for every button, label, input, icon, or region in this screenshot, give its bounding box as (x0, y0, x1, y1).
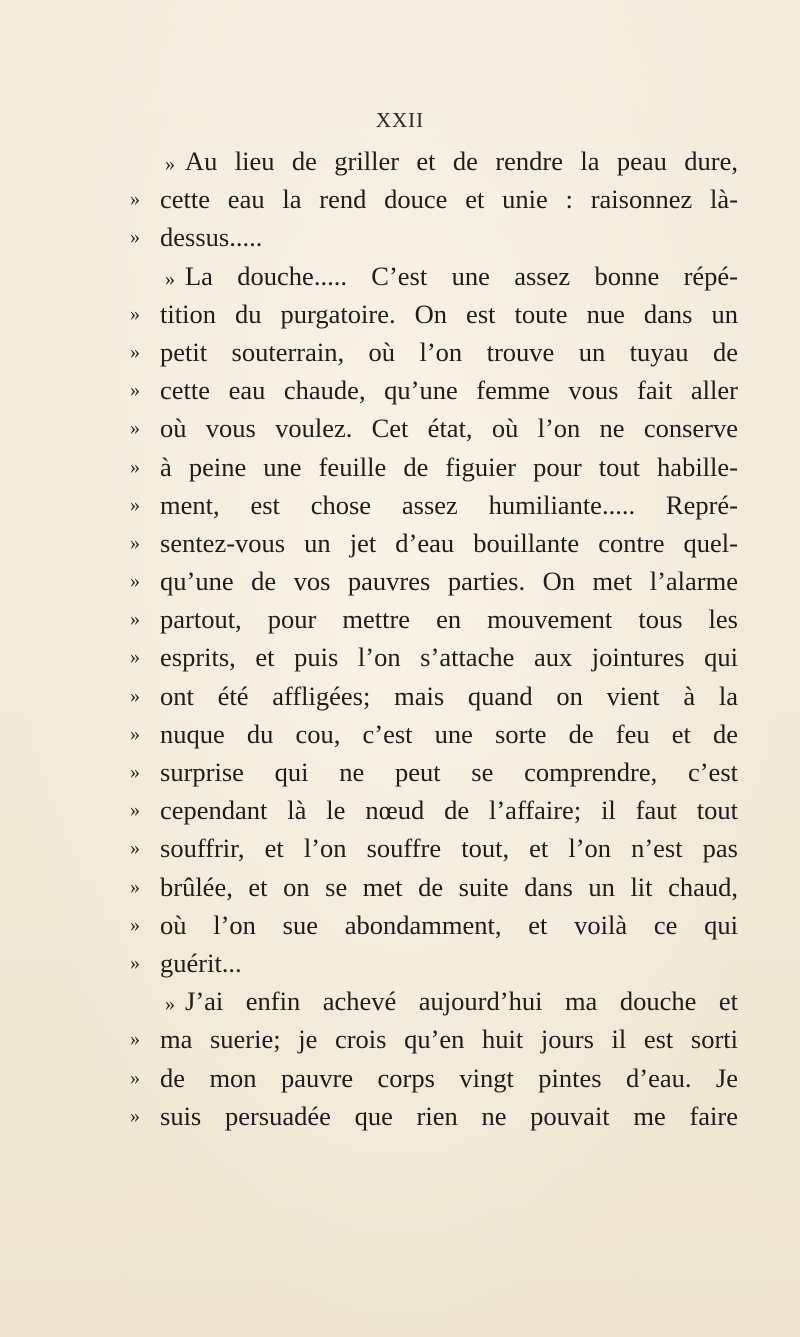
quotation-marker: » (130, 1104, 140, 1127)
text-line (0, 371, 800, 409)
text-line (0, 180, 800, 218)
quotation-marker: » (130, 646, 140, 669)
quotation-marker: » (130, 951, 140, 974)
line-content (165, 257, 738, 298)
line-content (160, 868, 738, 906)
text-line (0, 257, 800, 295)
text-line (0, 1059, 800, 1097)
line-text: J’ai enfin achevé aujourd’hui ma douche et (185, 986, 738, 1017)
text-line (0, 868, 800, 906)
quotation-marker: » (130, 188, 140, 211)
line-content (160, 944, 738, 982)
text-line (0, 677, 800, 715)
line-content (160, 562, 738, 600)
line-content (160, 218, 738, 256)
line-text: où vous voulez. Cet état, où l’on ne conserve (160, 413, 738, 444)
line-text: qu’une de vos pauvres parties. On met l’alarme (160, 566, 738, 597)
line-content (160, 715, 738, 753)
quotation-marker: » (130, 684, 140, 707)
line-text: nuque du cou, c’est une sorte de feu et de (160, 718, 738, 749)
line-text: cette eau chaude, qu’une femme vous fait aller (160, 375, 738, 406)
text-line (0, 1020, 800, 1058)
text-line (0, 791, 800, 829)
quotation-marker: » (130, 913, 140, 936)
quotation-marker: » (130, 570, 140, 593)
body-text (0, 142, 800, 1135)
line-text: tition du purgatoire. On est toute nue dans un (160, 298, 738, 329)
text-line (0, 562, 800, 600)
line-text: de mon pauvre corps vingt pintes d’eau. Je (160, 1062, 738, 1093)
line-content (160, 1097, 738, 1135)
quotation-marker: » (130, 340, 140, 363)
quotation-marker: » (130, 1066, 140, 1089)
line-content (160, 1059, 738, 1097)
quotation-marker: » (130, 875, 140, 898)
line-text: cette eau la rend douce et unie : raisonnez là- (160, 184, 738, 215)
line-text: brûlée, et on se met de suite dans un lit chaud, (160, 871, 738, 902)
quotation-marker: » (130, 379, 140, 402)
text-line (0, 753, 800, 791)
text-line (0, 295, 800, 333)
line-text: souffrir, et l’on souffre tout, et l’on n’est pas (160, 833, 738, 864)
line-text: où l’on sue abondamment, et voilà ce qui (160, 909, 738, 940)
line-content (160, 295, 738, 333)
opening-quotation-marker: » (165, 267, 175, 290)
text-line (0, 218, 800, 256)
text-line (0, 906, 800, 944)
text-line (0, 142, 800, 180)
opening-quotation-marker: » (165, 153, 175, 175)
line-content (160, 448, 738, 486)
line-content (160, 524, 738, 562)
line-content (160, 677, 738, 715)
line-text: Au lieu de griller et de rendre la peau dure, (185, 146, 738, 176)
line-text: sentez-vous un jet d’eau bouillante contre quel- (160, 527, 738, 558)
line-content (160, 753, 738, 791)
text-line (0, 486, 800, 524)
text-line (0, 409, 800, 447)
text-line (0, 829, 800, 867)
quotation-marker: » (130, 761, 140, 783)
line-text: dessus..... (160, 222, 263, 253)
line-content (160, 638, 738, 676)
line-content (160, 791, 738, 829)
line-content (160, 1020, 738, 1058)
text-line (0, 982, 800, 1020)
quotation-marker: » (130, 302, 140, 325)
text-line (0, 1097, 800, 1135)
quotation-marker: » (130, 722, 140, 745)
line-content (160, 409, 738, 447)
line-content (160, 333, 738, 371)
line-content (165, 142, 738, 183)
line-text: esprits, et puis l’on s’attache aux jointures qui (160, 642, 738, 673)
quotation-marker: » (130, 799, 140, 822)
text-line (0, 715, 800, 753)
text-line (0, 333, 800, 371)
text-line (0, 448, 800, 486)
line-text: La douche..... C’est une assez bonne répé- (185, 260, 738, 291)
line-text: suis persuadée que rien ne pouvait me faire (160, 1100, 738, 1131)
quotation-marker: » (130, 417, 140, 440)
line-content (160, 371, 738, 409)
quotation-marker: » (130, 493, 140, 516)
line-text: ma suerie; je crois qu’en huit jours il est sorti (160, 1024, 738, 1055)
line-content (160, 486, 738, 524)
text-line (0, 524, 800, 562)
line-text: cependant là le nœud de l’affaire; il faut tout (160, 795, 738, 826)
quotation-marker: » (130, 226, 140, 249)
text-line (0, 944, 800, 982)
line-text: à peine une feuille de figuier pour tout habille- (160, 451, 738, 482)
line-text: partout, pour mettre en mouvement tous les (160, 604, 738, 635)
line-content (160, 180, 738, 218)
line-content (165, 982, 738, 1023)
line-content (160, 829, 738, 867)
line-text: surprise qui ne peut se comprendre, c’est (160, 757, 738, 787)
text-line (0, 600, 800, 638)
line-text: ment, est chose assez humiliante..... Repré- (160, 489, 738, 520)
quotation-marker: » (130, 1028, 140, 1051)
quotation-marker: » (130, 608, 140, 631)
quotation-marker: » (130, 455, 140, 478)
quotation-marker: » (130, 531, 140, 554)
quotation-marker: » (130, 837, 140, 860)
opening-quotation-marker: » (165, 993, 175, 1016)
line-text: ont été affligées; mais quand on vient à la (160, 680, 738, 711)
line-content (160, 600, 738, 638)
line-text: guérit... (160, 947, 242, 978)
page-number: XXII (375, 108, 425, 132)
line-content (160, 906, 738, 944)
text-line (0, 638, 800, 676)
line-text: petit souterrain, où l’on trouve un tuyau de (160, 336, 738, 367)
